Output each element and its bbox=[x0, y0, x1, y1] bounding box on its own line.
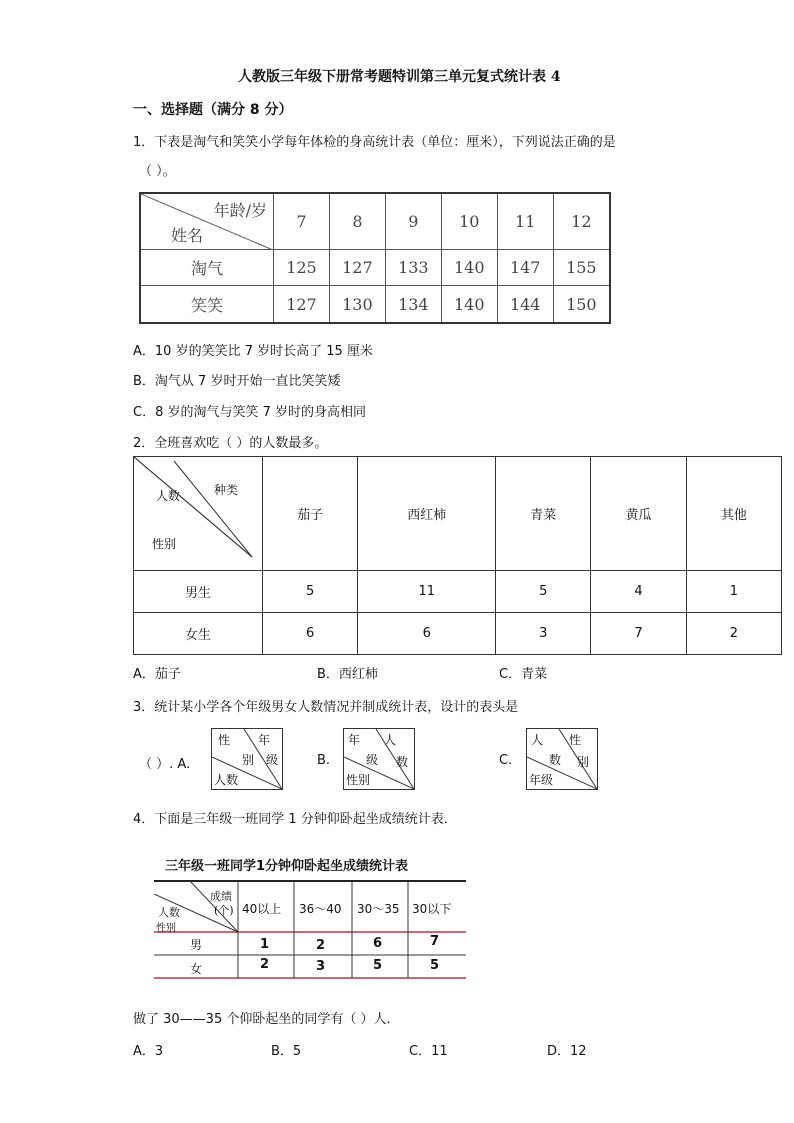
q2-header-type: 种类 bbox=[214, 483, 239, 497]
q4-option-c: C．11 bbox=[409, 1044, 448, 1059]
q4-option-b: B．5 bbox=[271, 1044, 302, 1059]
q3a-label: 级 bbox=[266, 753, 279, 767]
q4-col-header: 30以下 bbox=[412, 902, 452, 916]
q4-cell: 5 bbox=[373, 958, 383, 973]
q1-header-age: 年龄/岁 bbox=[213, 201, 267, 220]
q2-cell: 6 bbox=[358, 613, 496, 655]
q1-cell: 125 bbox=[274, 249, 330, 286]
q2-col-header: 黄瓜 bbox=[591, 457, 686, 571]
q3a-label: 性 bbox=[218, 733, 231, 747]
q4-hdr-unit: (个) bbox=[214, 904, 234, 917]
q2-cell: 4 bbox=[591, 571, 686, 613]
q4-hdr-count: 人数 bbox=[158, 906, 180, 919]
q1-cell: 127 bbox=[274, 286, 330, 323]
q2-header-gender: 性别 bbox=[152, 537, 177, 551]
q3b-label: 级 bbox=[366, 753, 379, 767]
q1-cell: 130 bbox=[329, 286, 385, 323]
q2-header-count: 人数 bbox=[156, 489, 181, 503]
q1-option-c: C．8 岁的淘气与笑笑 7 岁时的身高相同 bbox=[133, 405, 367, 420]
q4-cell: 1 bbox=[260, 937, 270, 952]
q3-option-a-header bbox=[211, 728, 283, 790]
q3-stem: 3．统计某小学各个年级男女人数情况并制成统计表，设计的表头是 bbox=[133, 700, 519, 715]
q4-cell: 6 bbox=[373, 936, 383, 951]
q4-hdr-score: 成绩 bbox=[210, 890, 232, 903]
q2-option-b: B．西红柿 bbox=[317, 667, 378, 682]
q1-stem: 1．下表是淘气和笑笑小学每年体检的身高统计表（单位：厘米），下列说法正确的是 bbox=[133, 135, 616, 150]
q1-cell: 134 bbox=[385, 286, 441, 323]
q1-row-label: 笑笑 bbox=[140, 286, 274, 323]
q3b-label: 性别 bbox=[346, 773, 371, 787]
q4-table bbox=[154, 880, 466, 980]
q1-age-cell: 11 bbox=[497, 193, 553, 249]
q1-row-label: 淘气 bbox=[140, 249, 274, 286]
q1-cell: 150 bbox=[553, 286, 610, 323]
q2-cell: 5 bbox=[263, 571, 358, 613]
q2-cell: 2 bbox=[686, 613, 781, 655]
q1-cell: 144 bbox=[497, 286, 553, 323]
q3-option-b-header bbox=[343, 728, 415, 790]
q2-col-header: 青菜 bbox=[496, 457, 591, 571]
q2-table bbox=[133, 456, 782, 655]
q1-table bbox=[139, 192, 611, 324]
q3-option-c-header bbox=[526, 728, 598, 790]
q4-cell: 3 bbox=[316, 959, 326, 974]
q1-option-b: B．淘气从 7 岁时开始一直比笑笑矮 bbox=[133, 374, 341, 389]
q1-cell: 147 bbox=[497, 249, 553, 286]
q1-diagonal-header bbox=[140, 193, 274, 249]
q3b-label: 年 bbox=[348, 733, 361, 747]
q2-col-header: 西红柿 bbox=[358, 457, 496, 571]
q1-age-cell: 9 bbox=[385, 193, 441, 249]
q3a-label: 人数 bbox=[214, 773, 239, 787]
q1-age-cell: 7 bbox=[274, 193, 330, 249]
q1-cell: 127 bbox=[329, 249, 385, 286]
q2-diagonal-header bbox=[134, 457, 263, 571]
q4-row-label: 女 bbox=[190, 962, 203, 976]
q1-cell: 133 bbox=[385, 249, 441, 286]
q2-cell: 5 bbox=[496, 571, 591, 613]
q3-label-c: C. bbox=[499, 753, 513, 768]
q4-col-header: 36～40 bbox=[299, 902, 342, 916]
q4-cell: 2 bbox=[316, 938, 326, 953]
q3b-label: 人 bbox=[384, 733, 397, 747]
table-row bbox=[140, 249, 610, 286]
q2-option-c: C．青菜 bbox=[499, 667, 548, 682]
q4-option-a: A．3 bbox=[133, 1044, 164, 1059]
q2-cell: 7 bbox=[591, 613, 686, 655]
q4-stem: 4．下面是三年级一班同学 1 分钟仰卧起坐成绩统计表． bbox=[133, 812, 457, 827]
q1-blank: （ ）。 bbox=[139, 164, 176, 179]
q3a-label: 别 bbox=[242, 753, 255, 767]
q3c-label: 数 bbox=[549, 753, 562, 767]
diagonal-lines bbox=[134, 457, 262, 571]
q3c-label: 人 bbox=[531, 733, 544, 747]
q4-table-title: 三年级一班同学1分钟仰卧起坐成绩统计表 bbox=[165, 859, 409, 874]
q2-cell: 1 bbox=[686, 571, 781, 613]
q3c-label: 别 bbox=[577, 755, 590, 769]
q1-age-cell: 8 bbox=[329, 193, 385, 249]
q3-blank-and-a: （ ）. A. bbox=[139, 757, 191, 772]
q4-row-label: 男 bbox=[190, 938, 203, 952]
q4-hdr-gender: 性别 bbox=[156, 923, 176, 934]
q4-col-header: 40以上 bbox=[242, 902, 282, 916]
q2-col-header: 茄子 bbox=[263, 457, 358, 571]
q2-row-label: 男生 bbox=[134, 571, 263, 613]
q3b-label: 数 bbox=[396, 755, 409, 769]
q1-age-cell: 10 bbox=[441, 193, 497, 249]
q1-cell: 140 bbox=[441, 249, 497, 286]
q2-cell: 6 bbox=[263, 613, 358, 655]
q4-col-header: 30～35 bbox=[357, 902, 400, 916]
q4-cell: 2 bbox=[260, 957, 270, 972]
section-heading: 一、选择题（满分 8 分） bbox=[133, 102, 293, 118]
q2-stem: 2．全班喜欢吃（ ）的人数最多。 bbox=[133, 436, 328, 451]
q2-cell: 11 bbox=[358, 571, 496, 613]
q1-cell: 155 bbox=[553, 249, 610, 286]
q3c-label: 性 bbox=[569, 733, 582, 747]
q2-option-a: A．茄子 bbox=[133, 667, 181, 682]
q1-header-name: 姓名 bbox=[171, 225, 204, 245]
q1-option-a: A．10 岁的笑笑比 7 岁时长高了 15 厘米 bbox=[133, 344, 373, 359]
q4-question: 做了 30——35 个仰卧起坐的同学有（ ）人． bbox=[133, 1012, 400, 1027]
q3-label-b: B. bbox=[317, 753, 331, 768]
q1-age-cell: 12 bbox=[553, 193, 610, 249]
table-row bbox=[134, 613, 782, 655]
page-title: 人教版三年级下册常考题特训第三单元复式统计表 4 bbox=[238, 69, 561, 85]
table-row bbox=[140, 286, 610, 323]
q1-cell: 140 bbox=[441, 286, 497, 323]
q3a-label: 年 bbox=[258, 733, 271, 747]
q2-row-label: 女生 bbox=[134, 613, 263, 655]
q4-cell: 7 bbox=[430, 934, 440, 949]
q4-cell: 5 bbox=[430, 958, 440, 973]
q2-col-header: 其他 bbox=[686, 457, 781, 571]
q3c-label: 年级 bbox=[529, 773, 554, 787]
q2-cell: 3 bbox=[496, 613, 591, 655]
q4-option-d: D．12 bbox=[547, 1044, 587, 1059]
table-row bbox=[134, 571, 782, 613]
